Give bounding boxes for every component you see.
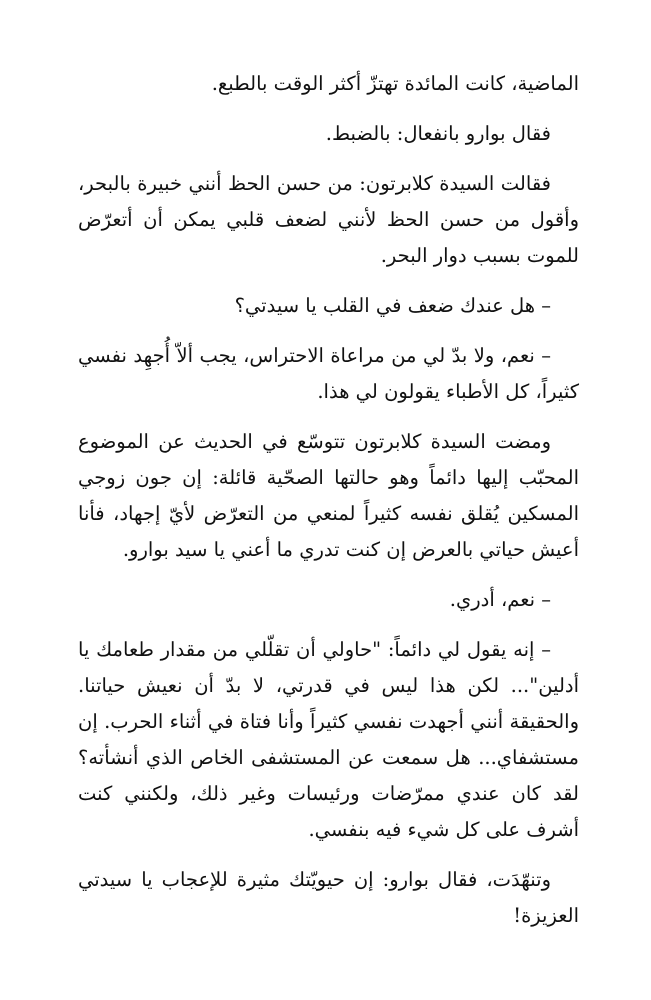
paragraph-2: فقال بوارو بانفعال: بالضبط. (325, 122, 551, 145)
paragraph-4: – هل عندك ضعف في القلب يا سيدتي؟ (234, 294, 551, 317)
paragraph-5: – نعم، ولا بدّ لي من مراعاة الاحتراس، يجب ألاّ أُجهِد نفسي كثيراً، كل الأطباء يقولون لي هذا. (78, 344, 579, 403)
paragraph-7: – نعم، أدري. (449, 588, 551, 611)
paragraph-9: وتنهّدَت، فقال بوارو: إن حيويّتك مثيرة للإعجاب يا سيدتي العزيزة! (78, 868, 579, 927)
paragraph-8: – إنه يقول لي دائماً: "حاولي أن تقلّلي من مقدار طعامك يا أدلين"... لكن هذا ليس في قدرتي، لا بدّ أن نعيش حياتنا. والحقيقة أنني أجهدت نفسي كثيراً وأنا فتاة في أثناء الحرب. إن مستشفاي... هل سمعت عن المستشفى الخاص الذي أنشأته؟ لقد كان عندي ممرّضات ورئيسات وغير ذلك، ولكنني كنت أشرف على كل شيء فيه بنفسي. (78, 638, 579, 841)
document-page (78, 66, 579, 948)
paragraph-3: فقالت السيدة كلابرتون: من حسن الحظ أنني خبيرة بالبحر، وأقول من حسن الحظ لأنني لضعف قلبي يمكن أن أتعرّض للموت بسبب دوار البحر. (78, 172, 579, 267)
paragraph-1: الماضية، كانت المائدة تهتزّ أكثر الوقت بالطبع. (211, 72, 579, 95)
paragraph-6: ومضت السيدة كلابرتون تتوسّع في الحديث عن الموضوع المحبّب إليها دائماً وهو حالتها الصحّية قائلة: إن جون زوجي المسكين يُقلق نفسه كثيراً لمنعي من التعرّض لأيّ إجهاد، فأنا أعيش حياتي بالعرض إن كنت تدري ما أعني يا سيد بوارو. (78, 430, 579, 561)
